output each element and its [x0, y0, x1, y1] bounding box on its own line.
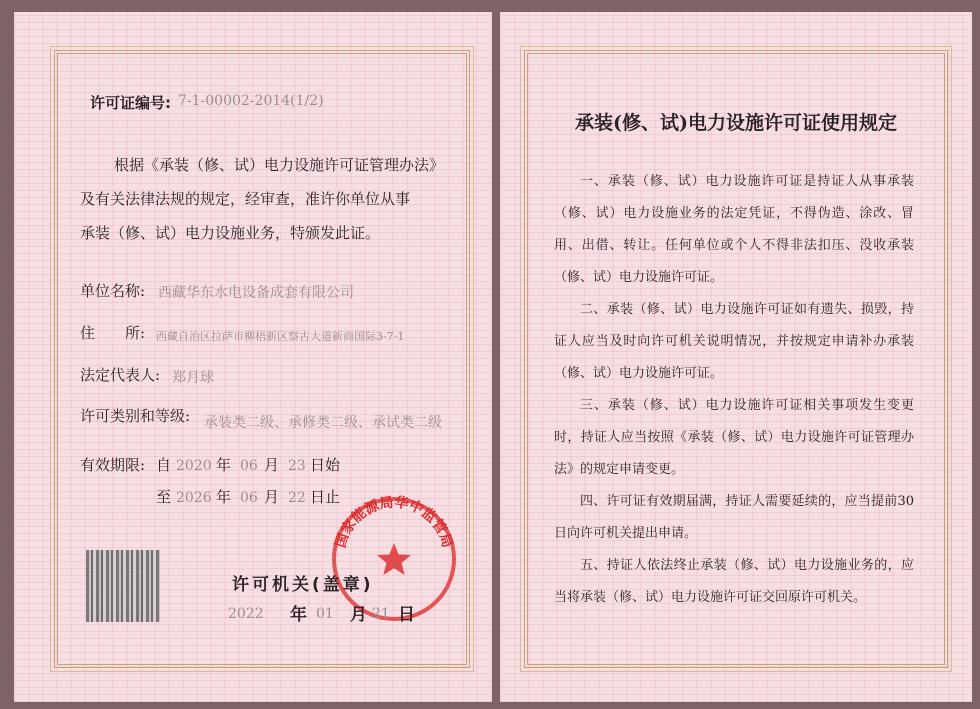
seal-text-wrap: [332, 495, 455, 550]
to-month: 06: [240, 490, 258, 506]
end-label: 日止: [310, 488, 341, 506]
year-label: 年: [216, 488, 232, 506]
company-name: 西藏华东水电设备成套有限公司: [158, 285, 354, 301]
to-year: 2026: [176, 490, 212, 506]
issue-day: 21: [372, 606, 390, 622]
legal-rep-label: 法定代表人:: [80, 366, 161, 384]
address: 西藏自治区拉萨市柳梧新区察古大道新商国际3-7-1: [156, 330, 405, 343]
qr-code: [86, 550, 160, 622]
company-label: 单位名称:: [80, 282, 146, 300]
from-year: 2020: [176, 458, 212, 474]
month-label: 月: [350, 605, 367, 625]
rules-body: [554, 166, 914, 614]
star-icon: [377, 543, 411, 575]
to-label: 至: [156, 488, 172, 506]
month-label: 月: [264, 456, 280, 474]
license-no: 7-1-00002-2014(1/2): [178, 93, 324, 109]
authority-label: 许可机关(盖章): [232, 575, 374, 595]
right-page: [500, 12, 972, 702]
month-label: 月: [264, 488, 280, 506]
category: 承装类二级、承修类二级、承试类二级: [204, 415, 442, 431]
from-day: 23: [288, 458, 306, 474]
legal-rep: 郑月球: [172, 370, 214, 386]
validity-label: 有效期限:: [80, 456, 146, 474]
issue-year: 2022: [228, 606, 264, 622]
address-label: 住 所:: [80, 324, 146, 342]
intro-line-1: 根据《承装（修、试）电力设施许可证管理办法》: [114, 156, 445, 174]
start-label: 日始: [310, 456, 341, 474]
rule-3: 三、承装（修、试）电力设施许可证相关事项发生变更时，持证人应当按照《承装（修、试）电力设施许可证管理办法》的规定申请变更。: [554, 398, 914, 477]
year-label: 年: [290, 605, 307, 625]
rules-title: 承装(修、试)电力设施许可证使用规定: [575, 112, 897, 134]
intro-line-3: 承装（修、试）电力设施业务，特颁发此证。: [80, 224, 381, 242]
day-label: 日: [398, 605, 415, 625]
rule-4: 四、许可证有效期届满，持证人需要延续的，应当提前30日向许可机关提出申请。: [554, 494, 914, 541]
intro-line-2: 及有关法律法规的规定，经审查，准许你单位从事: [80, 190, 411, 208]
from-label: 自: [156, 456, 172, 474]
from-month: 06: [240, 458, 258, 474]
year-label: 年: [216, 456, 232, 474]
to-day: 22: [288, 490, 306, 506]
rule-5: 五、持证人依法终止承装（修、试）电力设施业务的，应当将承装（修、试）电力设施许可证交回原许可机关。: [554, 558, 914, 605]
rule-2: 二、承装（修、试）电力设施许可证如有遗失、损毁，持证人应当及时向许可机关说明情况，并按规定申请补办承装（修、试）电力设施许可证。: [554, 302, 914, 381]
seal-text: 国家能源局华中监管局: [332, 495, 456, 550]
rule-1: 一、承装（修、试）电力设施许可证是持证人从事承装（修、试）电力设施业务的法定凭证，不得伪造、涂改、冒用、出借、转让。任何单位或个人不得非法扣压、没收承装（修、试）电力设施许可证。: [554, 174, 914, 285]
license-no-label: 许可证编号:: [90, 94, 171, 112]
category-label: 许可类别和等级:: [80, 407, 191, 425]
issue-month: 01: [316, 606, 334, 622]
